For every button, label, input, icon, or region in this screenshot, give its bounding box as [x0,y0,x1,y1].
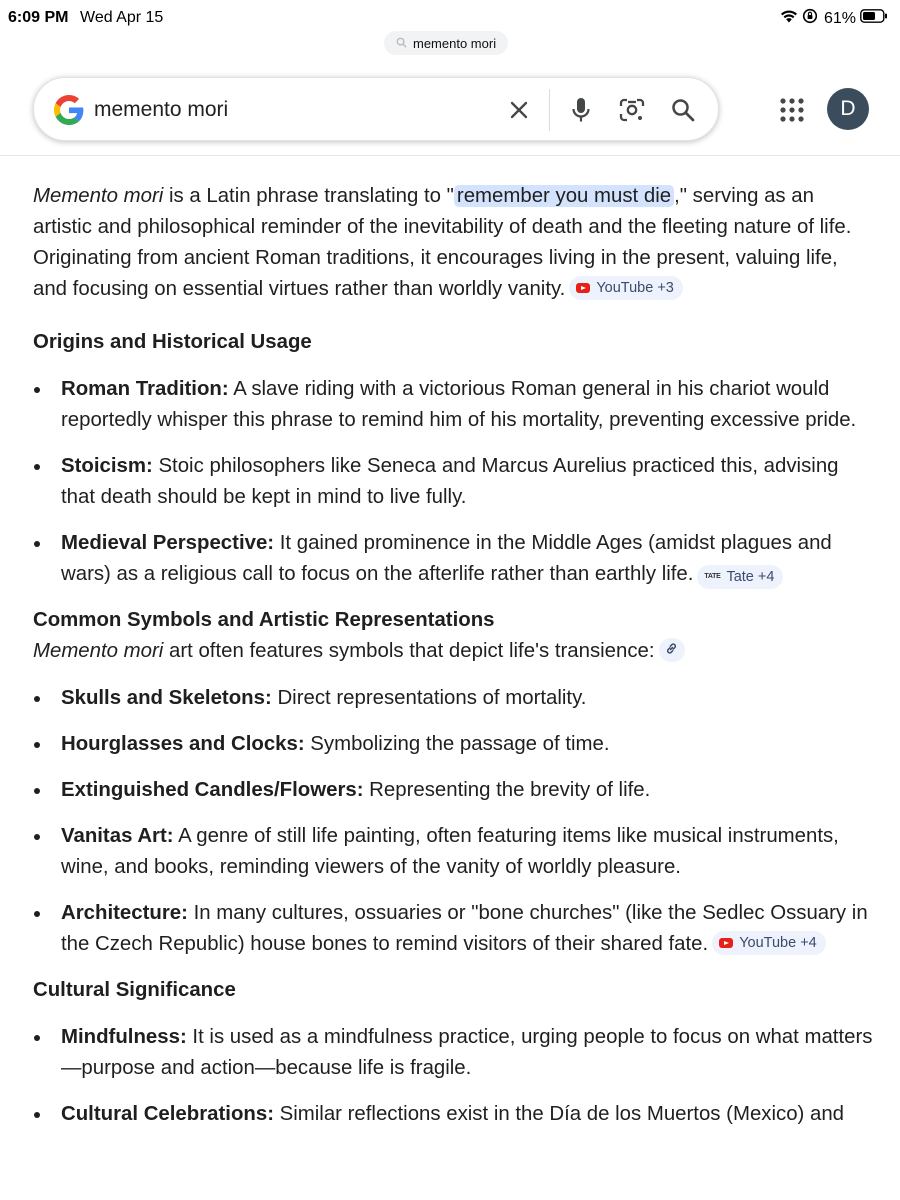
list-item-term: Mindfulness: [61,1026,187,1048]
list-item [33,729,873,760]
link-icon [665,634,678,665]
section-heading: Common Symbols and Artistic Representations [33,609,495,631]
microphone-icon[interactable] [565,94,597,126]
source-chip-label: YouTube +4 [739,935,817,951]
source-chip[interactable] [712,931,826,955]
source-chip[interactable] [697,565,783,589]
tate-logo-icon: TATE [704,573,721,580]
clear-icon[interactable] [503,94,535,126]
list-item-term: Vanitas Art: [61,825,174,847]
search-divider [549,89,550,131]
list-item-term: Skulls and Skeletons: [61,687,272,709]
intro-before: is a Latin phrase translating to " [163,185,454,207]
search-icon[interactable] [667,94,699,126]
list-item-text: In many cultures, ossuaries or "bone churches" (like the Sedlec Ossuary in the Czech Republic) house bones to remind visitors of their shared fate. [61,902,868,955]
search-bar[interactable] [33,77,719,141]
list-item [33,1022,873,1084]
list-item [33,1099,873,1130]
list-item-term: Cultural Celebrations: [61,1103,274,1125]
section-intro-text: art often features symbols that depict life's transience: [163,640,655,662]
avatar[interactable]: D [827,88,869,130]
battery-percentage: 61% [823,9,856,27]
status-time: 6:09 PM [8,9,69,26]
list-item-term: Stoicism: [61,455,153,477]
url-pill[interactable] [384,31,508,55]
intro-paragraph [33,181,873,305]
section-heading: Cultural Significance [33,979,236,1001]
list-item-text: Similar reflections exist in the Día de los Muertos (Mexico) and [274,1103,845,1125]
list-item [33,775,873,806]
youtube-icon [576,283,590,293]
url-pill-text: memento mori [413,35,497,51]
list-item-term: Roman Tradition: [61,378,229,400]
list-item-text: A genre of still life painting, often featuring items like musical instruments, wine, and books, reminding viewers of the vanity of worldly pleasure. [61,825,839,878]
google-logo-icon [54,95,84,130]
intro-after: ," serving as an artistic and philosophical reminder of the inevitability of death and the fleeting nature of life. Originating from ancient Roman traditions, it encourages living in the present, valuing life, and focusing on essential virtues rather than worldly vanity. [33,185,852,300]
list-item-term: Extinguished Candles/Flowers: [61,779,364,801]
list-item-text: Symbolizing the passage of time. [304,733,610,755]
list-item-text: Direct representations of mortality. [271,687,587,709]
list-item [33,898,873,960]
lens-camera-icon[interactable] [616,94,648,126]
list-item [33,451,873,513]
source-chip-label: YouTube +3 [596,280,674,296]
source-chip-label: Tate +4 [726,569,775,585]
ai-overview-content [33,181,873,1145]
origins-list [33,374,873,590]
intro-term: Memento mori [33,185,164,207]
search-icon [396,36,407,51]
list-item-text: It is used as a mindfulness practice, urging people to focus on what matters—purpose and action—because life is fragile. [61,1026,873,1079]
source-chip[interactable] [569,276,683,300]
list-item-text: It gained prominence in the Middle Ages (amidst plagues and wars) as a religious call to focus on the afterlife rather than earthly life. [61,532,832,585]
status-date: Wed Apr 15 [80,9,164,26]
list-item-text: Representing the brevity of life. [363,779,651,801]
list-item-term: Medieval Perspective: [61,532,275,554]
list-item [33,821,873,883]
list-item [33,528,873,590]
symbols-list [33,683,873,960]
list-item [33,374,873,436]
list-item-term: Hourglasses and Clocks: [61,733,305,755]
wifi-icon [780,9,798,28]
list-item-text: Stoic philosophers like Seneca and Marcus Aurelius practiced this, advising that death should be kept in mind to live fully. [61,455,839,508]
list-item-term: Architecture: [61,902,188,924]
search-input[interactable]: memento mori [94,98,229,121]
cultural-list [33,1022,873,1130]
section-intro-term: Memento mori [33,640,164,662]
apps-grid-icon[interactable] [778,96,806,124]
section-intro [33,636,873,667]
link-chip[interactable] [659,638,685,662]
list-item-text: A slave riding with a victorious Roman general in his chariot would reportedly whisper this phrase to remind him of his mortality, preventing excessive pride. [61,378,857,431]
status-indicators [780,8,888,29]
orientation-lock-icon [802,8,818,29]
highlighted-phrase[interactable]: remember you must die [454,185,674,207]
list-item [33,683,873,714]
youtube-icon [719,938,733,948]
section-heading: Origins and Historical Usage [33,331,312,353]
battery-icon [860,9,888,28]
header-divider [0,155,900,156]
